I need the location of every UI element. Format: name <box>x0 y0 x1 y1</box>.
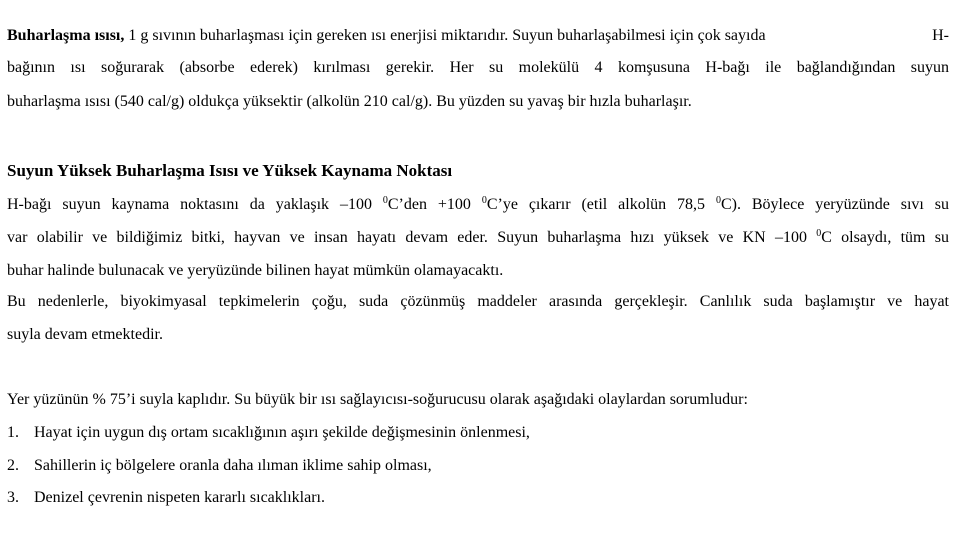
list-item <box>7 488 949 508</box>
p1-line-2: bağının ısı soğurarak (absorbe ederek) kırılması gerekir. Her su molekülü 4 komşusuna H-bağı ile bağlandığından suyun <box>7 59 949 76</box>
list-item-number: 2. <box>7 457 19 474</box>
p2-l2-a: var olabilir ve bildiğimiz bitki, hayvan ve insan hayatı devam eder. Suyun buharlaşma hızı yüksek ve KN –100 <box>7 229 817 246</box>
degree-sup: 0 <box>382 195 388 206</box>
p3-line-2: suyla devam etmektedir. <box>7 326 163 343</box>
list-item <box>7 456 949 476</box>
degree-sup: 0 <box>715 195 721 206</box>
p1-line-1-text: 1 g sıvının buharlaşması için gereken ısı enerjisi miktarıdır. Suyun buharlaşabilmesi için çok sayıda <box>124 27 766 44</box>
p3-line-1: Bu nedenlerle, biyokimyasal tepkimelerin çoğu, suda çözünmüş maddeler arasında gerçekleşir. Canlılık suda başlamıştır ve hayat <box>7 293 949 310</box>
p1-line-3: buharlaşma ısısı (540 cal/g) oldukça yüksektir (alkolün 210 cal/g). Bu yüzden su yavaş bir hızla buharlaşır. <box>7 93 692 110</box>
p2-l2-b: C olsaydı, tüm su <box>821 229 949 246</box>
list-item-text: Hayat için uygun dış ortam sıcaklığının aşırı şekilde değişmesinin önlenmesi, <box>34 424 530 441</box>
p1-line-1 <box>7 26 949 46</box>
list-item-number: 3. <box>7 489 19 506</box>
p2-l1-c: C’ye çıkarır (etil alkolün 78,5 <box>486 196 716 213</box>
list-item-text: Denizel çevrenin nispeten kararlı sıcaklıkları. <box>34 489 325 506</box>
list-item-number: 1. <box>7 424 19 441</box>
p2-l1-a: H-bağı suyun kaynama noktasını da yaklaşık –100 <box>7 196 383 213</box>
list-item-text: Sahillerin iç bölgelere oranla daha ılıman iklime sahip olması, <box>34 457 432 474</box>
p2-l1-d: C). Böylece yeryüzünde sıvı su <box>720 196 950 213</box>
list-item <box>7 423 949 443</box>
p1-line-1-end: H- <box>932 27 949 44</box>
p2-line-1 <box>7 195 949 215</box>
p2-line-2 <box>7 228 949 248</box>
p4-intro: Yer yüzünün % 75’i suyla kaplıdır. Su büyük bir ısı sağlayıcısı-soğurucusu olarak aşağıdaki olaylardan sorumludur: <box>7 391 748 408</box>
degree-sup: 0 <box>816 228 822 239</box>
term-evaporation-heat: Buharlaşma ısısı, <box>7 27 125 44</box>
degree-sup: 0 <box>481 195 487 206</box>
section-heading: Suyun Yüksek Buharlaşma Isısı ve Yüksek Kaynama Noktası <box>7 161 453 180</box>
p2-l1-b: C’den +100 <box>387 196 482 213</box>
p2-line-3: buhar halinde bulunacak ve yeryüzünde bilinen hayat mümkün olamayacaktı. <box>7 262 504 279</box>
